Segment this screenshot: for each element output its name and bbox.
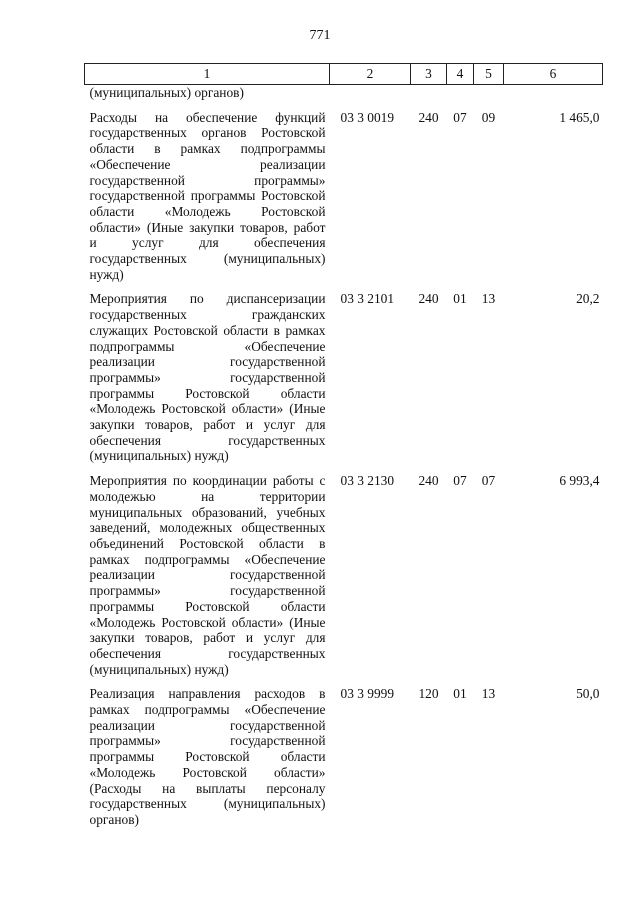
row-section: 07 — [453, 109, 467, 125]
header-col-3: 3 — [411, 64, 447, 85]
row-section: 01 — [453, 686, 467, 702]
row-target-code: 03 3 9999 — [340, 686, 395, 702]
row-expense-type: 240 — [418, 109, 439, 125]
table-row — [85, 464, 603, 677]
row-target-code: 03 3 2101 — [340, 291, 395, 307]
row-description: Мероприятия по диспансеризации государственных гражданских служащих Ростовской области в рамках подпрограммы «Обеспечение реализации государственной программы» государственной программы Ростовской области «Молодежь Ростовской области» (Иные закупки товаров, работ и услуг для обеспечения государственных (муниципальных) нужд) — [89, 291, 326, 464]
row-description: Мероприятия по координации работы с молодежью на территории муниципальных образований, учебных заведений, молодежных общественных объединений Ростовской области в рамках подпрограммы «Обеспечение реализации государственной программы» государственной программы Ростовской области «Молодежь Ростовской области» (Иные закупки товаров, работ и услуг для обеспечения государственных (муниципальных) нужд) — [89, 473, 326, 677]
row-subsection: 09 — [481, 109, 496, 125]
table-header — [85, 64, 603, 85]
row-target-code: 03 3 0019 — [340, 109, 395, 125]
row-description: Расходы на обеспечение функций государственных органов Ростовской области в рамках подпрограммы «Обеспечение реализации государственной программы» государственной программы Ростовской области «Молодежь Ростовской области» (Иные закупки товаров, работ и услуг для обеспечения государственных (муниципальных) нужд) — [89, 109, 326, 282]
row-amount: 1 465,0 — [559, 109, 600, 125]
row-target-code: 03 3 2130 — [340, 473, 395, 489]
row-section: 01 — [453, 291, 467, 307]
header-col-1: 1 — [85, 64, 330, 85]
header-col-2: 2 — [330, 64, 411, 85]
row-expense-type: 120 — [418, 686, 439, 702]
row-expense-type: 240 — [418, 473, 439, 489]
continuation-row — [85, 85, 603, 101]
row-subsection: 13 — [481, 686, 496, 702]
table-body — [85, 85, 603, 828]
table-row — [85, 677, 603, 827]
header-col-4: 4 — [447, 64, 474, 85]
row-amount: 20,2 — [576, 291, 600, 307]
header-col-5: 5 — [474, 64, 504, 85]
row-subsection: 13 — [481, 291, 496, 307]
row-expense-type: 240 — [418, 291, 439, 307]
table-row — [85, 282, 603, 464]
row-description: Реализация направления расходов в рамках подпрограммы «Обеспечение реализации государственной программы» государственной программы Ростовской области «Молодежь Ростовской области» (Расходы на выплаты персоналу государственных (муниципальных) органов) — [89, 686, 326, 827]
row-amount: 6 993,4 — [559, 473, 600, 489]
table-row — [85, 101, 603, 283]
row-amount: 50,0 — [576, 686, 600, 702]
budget-table — [84, 63, 603, 828]
header-col-6: 6 — [504, 64, 603, 85]
page-number: 771 — [309, 28, 331, 43]
row-subsection: 07 — [481, 473, 496, 489]
continuation-text: (муниципальных) органов) — [89, 85, 244, 100]
row-section: 07 — [453, 473, 467, 489]
header-row — [85, 64, 603, 85]
